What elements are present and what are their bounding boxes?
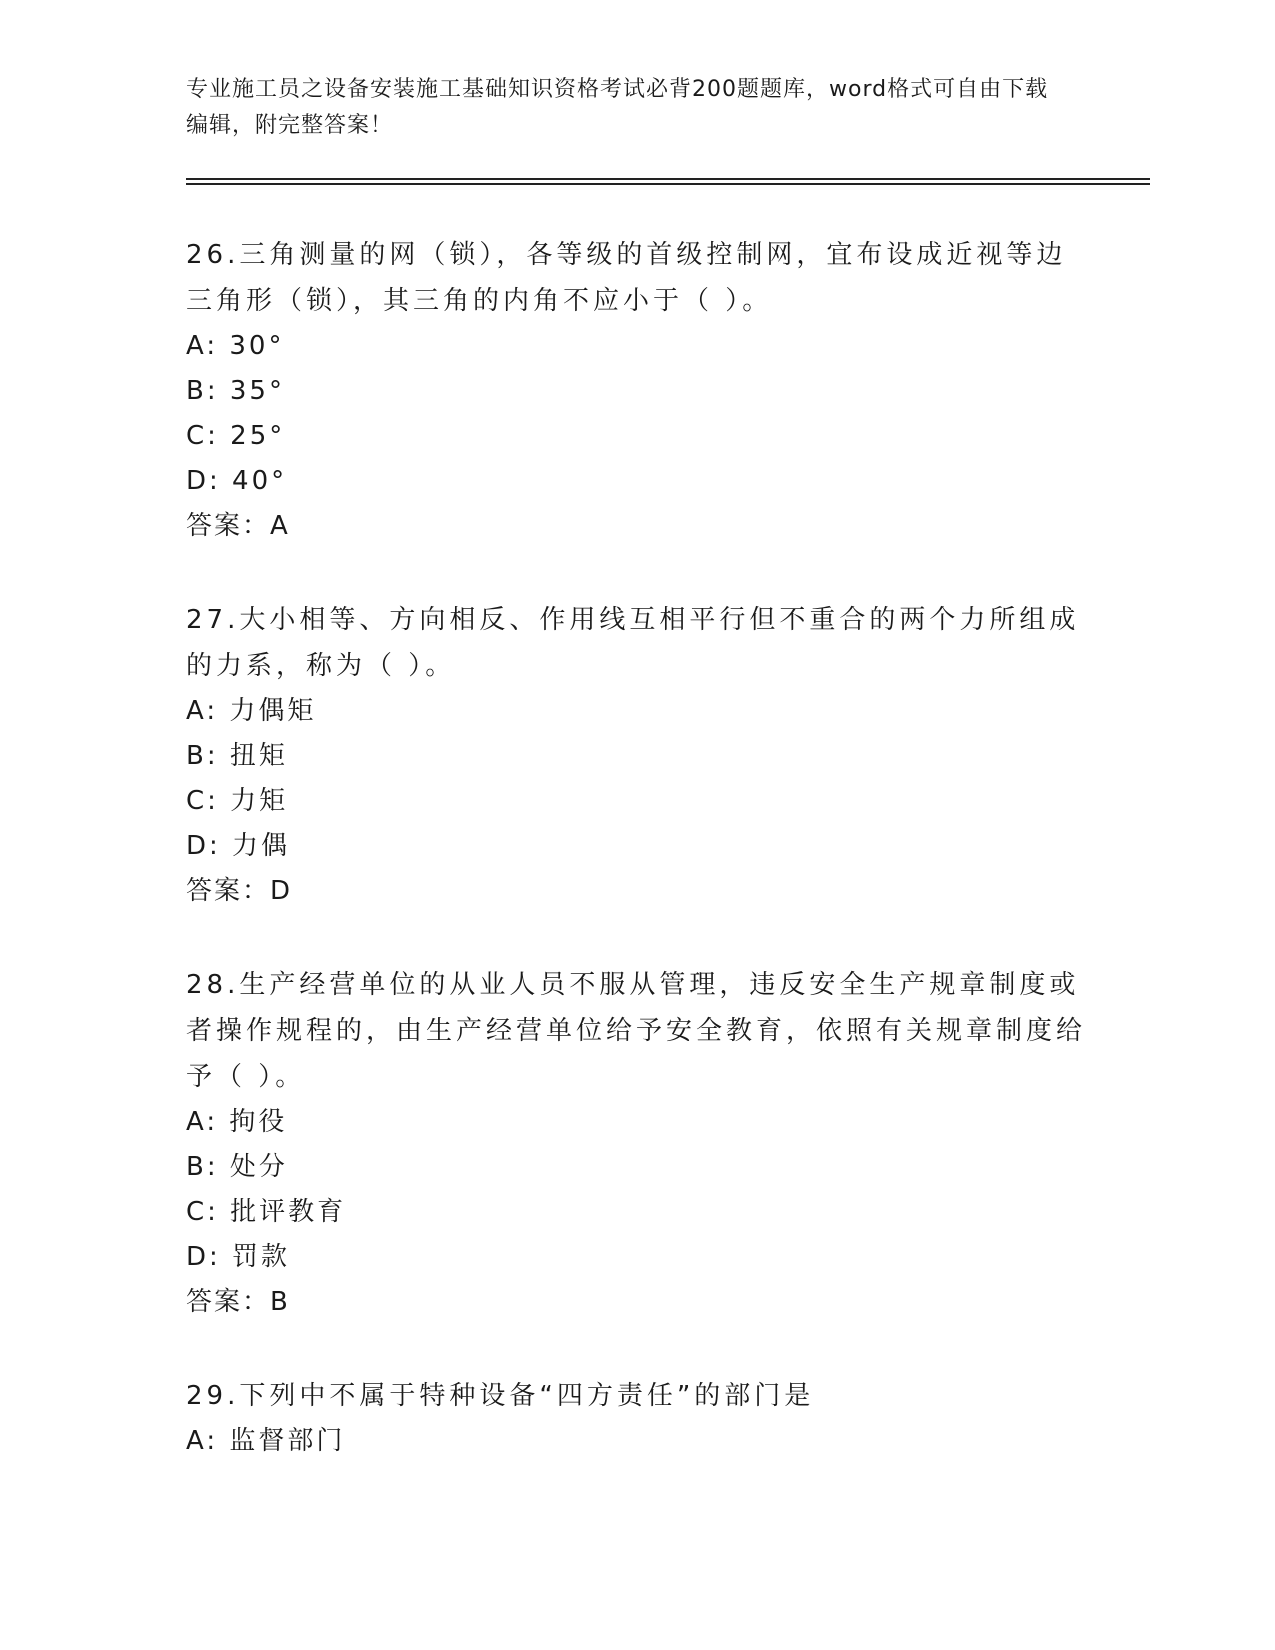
option-b: B: 扭矩 [186, 741, 288, 771]
option-c: C: 力矩 [186, 786, 289, 816]
answer-line: 答案：A [186, 511, 290, 541]
option-a: A: 30° [186, 331, 285, 361]
option-b: B: 处分 [186, 1152, 288, 1182]
question-28 [186, 962, 1086, 1325]
option-a: A: 力偶矩 [186, 696, 317, 726]
option-b: B: 35° [186, 376, 285, 406]
answer-line: 答案：B [186, 1287, 290, 1317]
header-divider-bottom [186, 183, 1150, 185]
question-stem: 27.大小相等、方向相反、作用线互相平行但不重合的两个力所组成的力系，称为（ ）。 [186, 605, 1080, 681]
question-stem: 29.下列中不属于特种设备“四方责任”的部门是 [186, 1381, 815, 1411]
option-a: A: 监督部门 [186, 1426, 346, 1456]
option-c: C: 25° [186, 421, 286, 451]
header-divider-top [186, 178, 1150, 180]
question-26 [186, 232, 1086, 549]
option-d: D: 40° [186, 466, 288, 496]
document-header: 专业施工员之设备安装施工基础知识资格考试必背200题题库，word格式可自由下载编辑，附完整答案！ [186, 77, 1049, 138]
question-27 [186, 597, 1086, 914]
option-d: D: 罚款 [186, 1242, 291, 1272]
option-c: C: 批评教育 [186, 1197, 347, 1227]
option-a: A: 拘役 [186, 1107, 288, 1137]
question-29 [186, 1373, 1086, 1464]
question-stem: 28.生产经营单位的从业人员不服从管理，违反安全生产规章制度或者操作规程的，由生产经营单位给予安全教育，依照有关规章制度给予（ ）。 [186, 970, 1087, 1092]
answer-line: 答案：D [186, 876, 293, 906]
option-d: D: 力偶 [186, 831, 291, 861]
question-stem: 26.三角测量的网（锁），各等级的首级控制网，宜布设成近视等边三角形（锁），其三角的内角不应小于（ ）。 [186, 240, 1067, 316]
